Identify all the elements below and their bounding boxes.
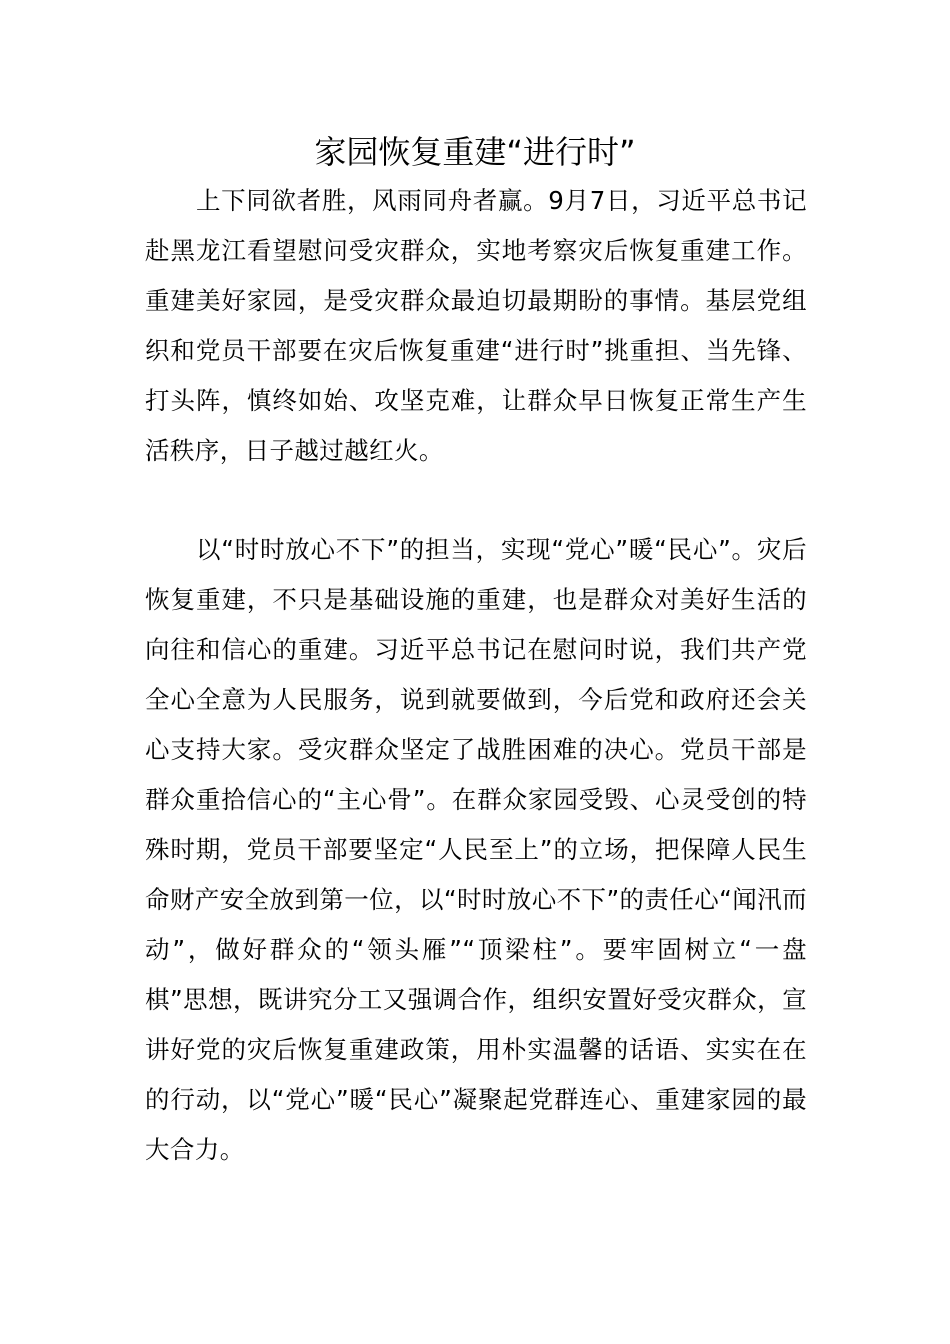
paragraph-intro: 上下同欲者胜，风雨同舟者赢。9月7日，习近平总书记赴黑龙江看望慰问受灾群众，实地考察灾后恢复重建工作。重建美好家园，是受灾群众最迫切最期盼的事情。基层党组织和党员干部要在灾后恢复重建“进行时”挑重担、当先锋、打头阵，慎终如始、攻坚克难，让群众早日恢复正常生产生活秩序，日子越过越红火。 [145, 186, 807, 465]
paragraph-party-heart: 以“时时放心不下”的担当，实现“党心”暖“民心”。灾后恢复重建，不只是基础设施的重建，也是群众对美好生活的向往和信心的重建。习近平总书记在慰问时说，我们共产党全心全意为人民服务，说到就要做到，今后党和政府还会关心支持大家。受灾群众坚定了战胜困难的决心。党员干部是群众重拾信心的“主心骨”。在群众家园受毁、心灵受创的特殊时期，党员干部要坚定“人民至上”的立场，把保障人民生命财产安全放到第一位，以“时时放心不下”的责任心“闻汛而动”，做好群众的“领头雁”“顶梁柱”。要牢固树立“一盘棋”思想，既讲究分工又强调合作，组织安置好受灾群众，宣讲好党的灾后恢复重建政策，用朴实温馨的话语、实实在在的行动，以“党心”暖“民心”凝聚起党群连心、重建家园的最大合力。 [145, 535, 807, 1164]
document-title: 家园恢复重建“进行时” [314, 133, 636, 171]
